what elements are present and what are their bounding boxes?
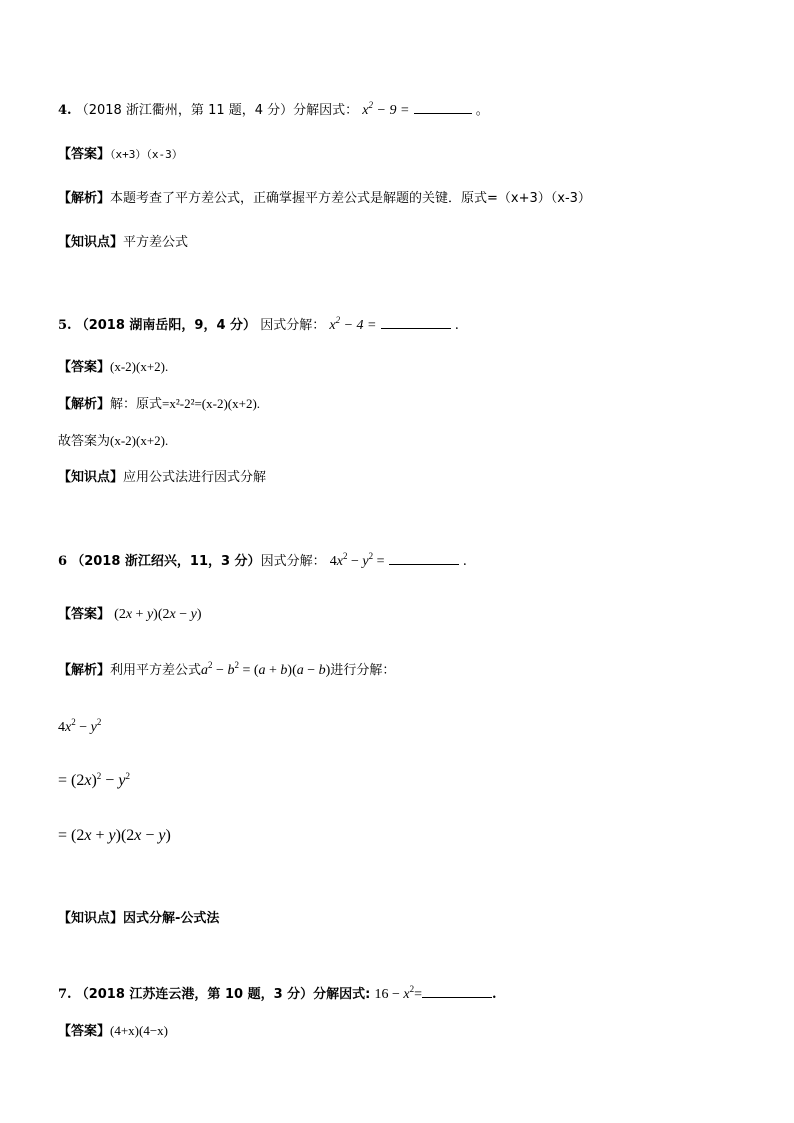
q7-question (58, 985, 497, 1005)
q7-number: 7. (58, 987, 72, 1002)
q7-answer (58, 1021, 168, 1042)
q7-answer-text: (4+x)(4−x) (110, 1023, 168, 1038)
q6-end: . (462, 554, 467, 569)
q6-step1-math: $4x^2 - y^2$ (58, 717, 102, 735)
q4-number: 4. (58, 103, 72, 118)
q4-knowledge-point (58, 233, 188, 253)
q5-analysis-text: 解：原式=x²-2²=(x-2)(x+2). (110, 396, 261, 411)
q6-answer-label: 【答案】 (58, 607, 111, 622)
q5-analysis-label: 【解析】 (58, 397, 111, 412)
q5-answer-blank (381, 316, 451, 329)
q5-knowledge-point (58, 468, 266, 488)
q6-step3-math: = (2x + y)(2x − y) (58, 827, 171, 844)
q4-analysis-label: 【解析】 (58, 191, 111, 206)
q7-math: $16 - x^2=$ (374, 984, 423, 1002)
q7-answer-label: 【答案】 (58, 1024, 111, 1039)
q5-math: $x^2 - 4$ = (329, 315, 377, 333)
q6-kp-label: 【知识点】 (58, 911, 124, 926)
q5-answer (58, 357, 168, 378)
q5-answer-label: 【答案】 (58, 360, 111, 375)
q4-question (58, 101, 489, 121)
q5-number: 5. (58, 318, 72, 333)
q6-step2-math: = $(2x)^2 - y^2$ (58, 771, 130, 789)
q5-prompt: 因式分解： (260, 318, 326, 333)
q6-answer (58, 605, 202, 625)
q6-knowledge-point (58, 909, 219, 929)
q6-prompt: 因式分解： (260, 554, 326, 569)
q7-end: . (492, 987, 497, 1002)
q6-analysis-post: 进行分解： (330, 663, 396, 678)
q6-kp-text: 因式分解-公式法 (123, 911, 220, 926)
q6-step2 (58, 770, 130, 791)
q5-conclusion (58, 431, 168, 452)
q5-kp-label: 【知识点】 (58, 470, 124, 485)
q6-step3 (58, 825, 171, 846)
q5-source: （2018 湖南岳阳，9，4 分） (75, 318, 257, 333)
q5-kp-text: 应用公式法进行因式分解 (123, 470, 267, 485)
q6-analysis (58, 661, 395, 681)
q6-number: 6 (58, 554, 68, 569)
q6-answer-blank (389, 552, 459, 565)
q4-kp-label: 【知识点】 (58, 235, 124, 250)
q5-answer-text: (x-2)(x+2). (110, 359, 169, 374)
q6-answer-math: (2x + y)(2x − y) (114, 607, 202, 622)
q4-kp-text: 平方差公式 (123, 235, 189, 250)
q4-answer (58, 145, 183, 165)
q4-end: 。 (475, 103, 489, 118)
q6-analysis-label: 【解析】 (58, 663, 111, 678)
q4-source: （2018 浙江衢州，第 11 题，4 分）分解因式： (75, 103, 359, 118)
q6-source: （2018 浙江绍兴，11，3 分） (71, 554, 261, 569)
q7-source: （2018 江苏连云港，第 10 题，3 分）分解因式: (75, 987, 371, 1002)
q5-end: . (454, 318, 459, 333)
q4-answer-text: （x+3）（x-3） (110, 148, 183, 161)
q6-analysis-pre: 利用平方差公式 (110, 663, 202, 678)
q5-analysis (58, 394, 260, 415)
q6-analysis-formula: $a^2 - b^2 = (a + b)(a - b)$ (201, 660, 331, 678)
q6-math: $4x^2 - y^2$ = (329, 551, 385, 569)
q4-analysis (58, 189, 591, 209)
q6-question (58, 552, 467, 572)
q4-answer-label: 【答案】 (58, 147, 111, 162)
q5-conclusion-text: 故答案为(x-2)(x+2). (58, 433, 169, 448)
q4-analysis-text: 本题考查了平方差公式，正确掌握平方差公式是解题的关键．原式=（x+3）（x-3） (110, 191, 591, 206)
q4-math: $x^2 - 9$ = (362, 100, 410, 118)
q7-answer-blank (422, 985, 492, 998)
q6-step1 (58, 716, 101, 738)
q4-answer-blank (414, 101, 472, 114)
q5-question (58, 316, 459, 336)
